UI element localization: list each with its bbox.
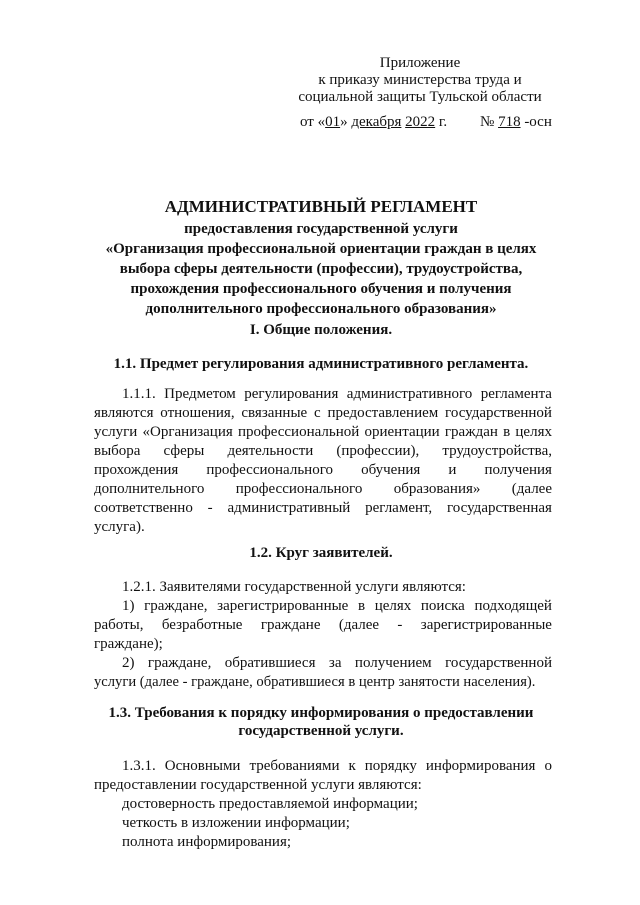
order-number xyxy=(480,114,552,131)
word: граждане, xyxy=(147,655,212,671)
word: зарегистрированные xyxy=(217,598,349,614)
word: требованиями xyxy=(249,758,340,774)
word: административный xyxy=(227,500,351,516)
word: информирования xyxy=(425,758,536,774)
word: регламент, xyxy=(365,500,433,516)
word: связанные xyxy=(241,405,308,421)
word: Предметом xyxy=(164,386,236,402)
word: с xyxy=(314,405,321,421)
list-item: достоверность предоставляемой информации; xyxy=(122,796,418,812)
paragraph-line xyxy=(94,616,552,635)
word: поиска xyxy=(420,598,465,614)
word: (далее xyxy=(511,481,552,497)
word: (профессии), xyxy=(336,443,420,459)
date-suffix: г. xyxy=(435,114,448,130)
word: в xyxy=(503,424,511,440)
paragraph-line xyxy=(94,442,552,461)
word: зарегистрированные xyxy=(420,617,552,633)
word: и xyxy=(448,462,457,478)
word: обучения xyxy=(361,462,421,478)
heading-line: государственной услуги. xyxy=(238,723,404,739)
paragraph-line xyxy=(94,757,552,776)
order-date-number xyxy=(300,114,552,131)
word: - xyxy=(207,500,213,516)
subtitle-line: предоставления государственной услуги xyxy=(184,221,458,237)
date-year: 2022 xyxy=(405,114,436,130)
word: дополнительного xyxy=(94,481,205,497)
paragraph-line: граждане); xyxy=(94,636,163,652)
word: порядку xyxy=(364,758,417,774)
word: 1.3.1. xyxy=(122,758,156,774)
paragraph-1-3-1 xyxy=(94,757,552,852)
subtitle-line: дополнительного профессионального образования» xyxy=(145,301,497,317)
word: - xyxy=(397,617,403,633)
word: работы, xyxy=(94,617,144,633)
word: услуги xyxy=(94,424,138,440)
word: получением xyxy=(354,655,432,671)
word: безработные xyxy=(161,617,243,633)
word: отношения, xyxy=(160,405,235,421)
word: граждане, xyxy=(144,598,208,614)
document-title: АДМИНИСТРАТИВНЫЙ РЕГЛАМЕНТ xyxy=(164,197,478,216)
word: сферы xyxy=(163,443,205,459)
date-month: декабря xyxy=(351,114,402,130)
word: профессионального xyxy=(235,481,363,497)
word: «Организация xyxy=(142,424,233,440)
number-value: 718 xyxy=(498,114,521,130)
date-day: 01 xyxy=(325,114,341,130)
word: государственной xyxy=(445,655,552,671)
word: граждане xyxy=(260,617,321,633)
subsection-heading-1-3 xyxy=(90,704,552,740)
word: прохождения xyxy=(94,462,179,478)
section-heading: I. Общие положения. xyxy=(249,322,393,338)
document-subtitle xyxy=(90,219,552,319)
word: граждан xyxy=(444,424,498,440)
paragraph-1-1-1 xyxy=(94,385,552,537)
word: государственной xyxy=(445,405,552,421)
word: профессиональной xyxy=(237,424,360,440)
word: за xyxy=(328,655,342,671)
word: деятельности xyxy=(227,443,314,459)
subtitle-line: прохождения профессионального обучения и получения xyxy=(130,281,512,297)
word: являются xyxy=(94,405,154,421)
word: ориентации xyxy=(364,424,440,440)
paragraph-1-2-1 xyxy=(94,578,552,692)
paragraph-line xyxy=(94,461,552,480)
paragraph-line xyxy=(94,654,552,673)
paragraph-line xyxy=(94,423,552,442)
word: 2) xyxy=(122,655,135,671)
paragraph-line xyxy=(94,404,552,423)
word: подходящей xyxy=(474,598,552,614)
approval-line: Приложение xyxy=(379,55,461,71)
paragraph-line xyxy=(94,385,552,404)
word: 1) xyxy=(122,598,135,614)
word: образования» xyxy=(393,481,481,497)
subtitle-line: выбора сферы деятельности (профессии), трудоустройства, xyxy=(119,261,523,277)
word: государственная xyxy=(447,500,552,516)
list-item: четкость в изложении информации; xyxy=(122,815,350,831)
paragraph-line xyxy=(94,499,552,518)
word: целях xyxy=(374,598,412,614)
paragraph-line: услуга). xyxy=(94,519,145,535)
number-suffix: -осн xyxy=(520,114,552,130)
subtitle-line: «Организация профессиональной ориентации граждан в целях xyxy=(105,241,537,257)
word: регламента xyxy=(480,386,552,402)
word: Основными xyxy=(164,758,241,774)
word: о xyxy=(544,758,552,774)
word: к xyxy=(348,758,356,774)
paragraph-line xyxy=(94,597,552,616)
word: целях xyxy=(515,424,552,440)
word: выбора xyxy=(94,443,141,459)
date-prefix: от « xyxy=(300,114,326,130)
list-item: полнота информирования; xyxy=(122,834,292,850)
word: предоставлением xyxy=(327,405,439,421)
date-mid: » xyxy=(340,114,352,130)
word: трудоустройства, xyxy=(442,443,552,459)
word: обратившиеся xyxy=(224,655,316,671)
approval-block xyxy=(290,55,550,106)
number-prefix: № xyxy=(480,114,499,130)
word: административного xyxy=(346,386,473,402)
approval-line: социальной защиты Тульской области xyxy=(298,89,542,105)
paragraph-line xyxy=(94,480,552,499)
word: в xyxy=(357,598,366,614)
approval-line: к приказу министерства труда и xyxy=(318,72,522,88)
paragraph-line: предоставлении государственной услуги являются: xyxy=(94,777,422,793)
word: (далее xyxy=(338,617,380,633)
subsection-heading-1-2: 1.2. Круг заявителей. xyxy=(249,545,393,561)
word: соответственно xyxy=(94,500,193,516)
paragraph-line: 1.2.1. Заявителями государственной услуги являются: xyxy=(122,579,466,595)
paragraph-line: услуги (далее - граждане, обратившиеся в центр занятости населения). xyxy=(94,674,536,690)
word: профессионального xyxy=(206,462,333,478)
heading-line: 1.3. Требования к порядку информирования о предоставлении xyxy=(108,705,534,721)
subsection-heading-1-1: 1.1. Предмет регулирования административного регламента. xyxy=(113,356,529,372)
word: 1.1.1. xyxy=(122,386,156,402)
word: получения xyxy=(484,462,552,478)
word: регулирования xyxy=(244,386,339,402)
